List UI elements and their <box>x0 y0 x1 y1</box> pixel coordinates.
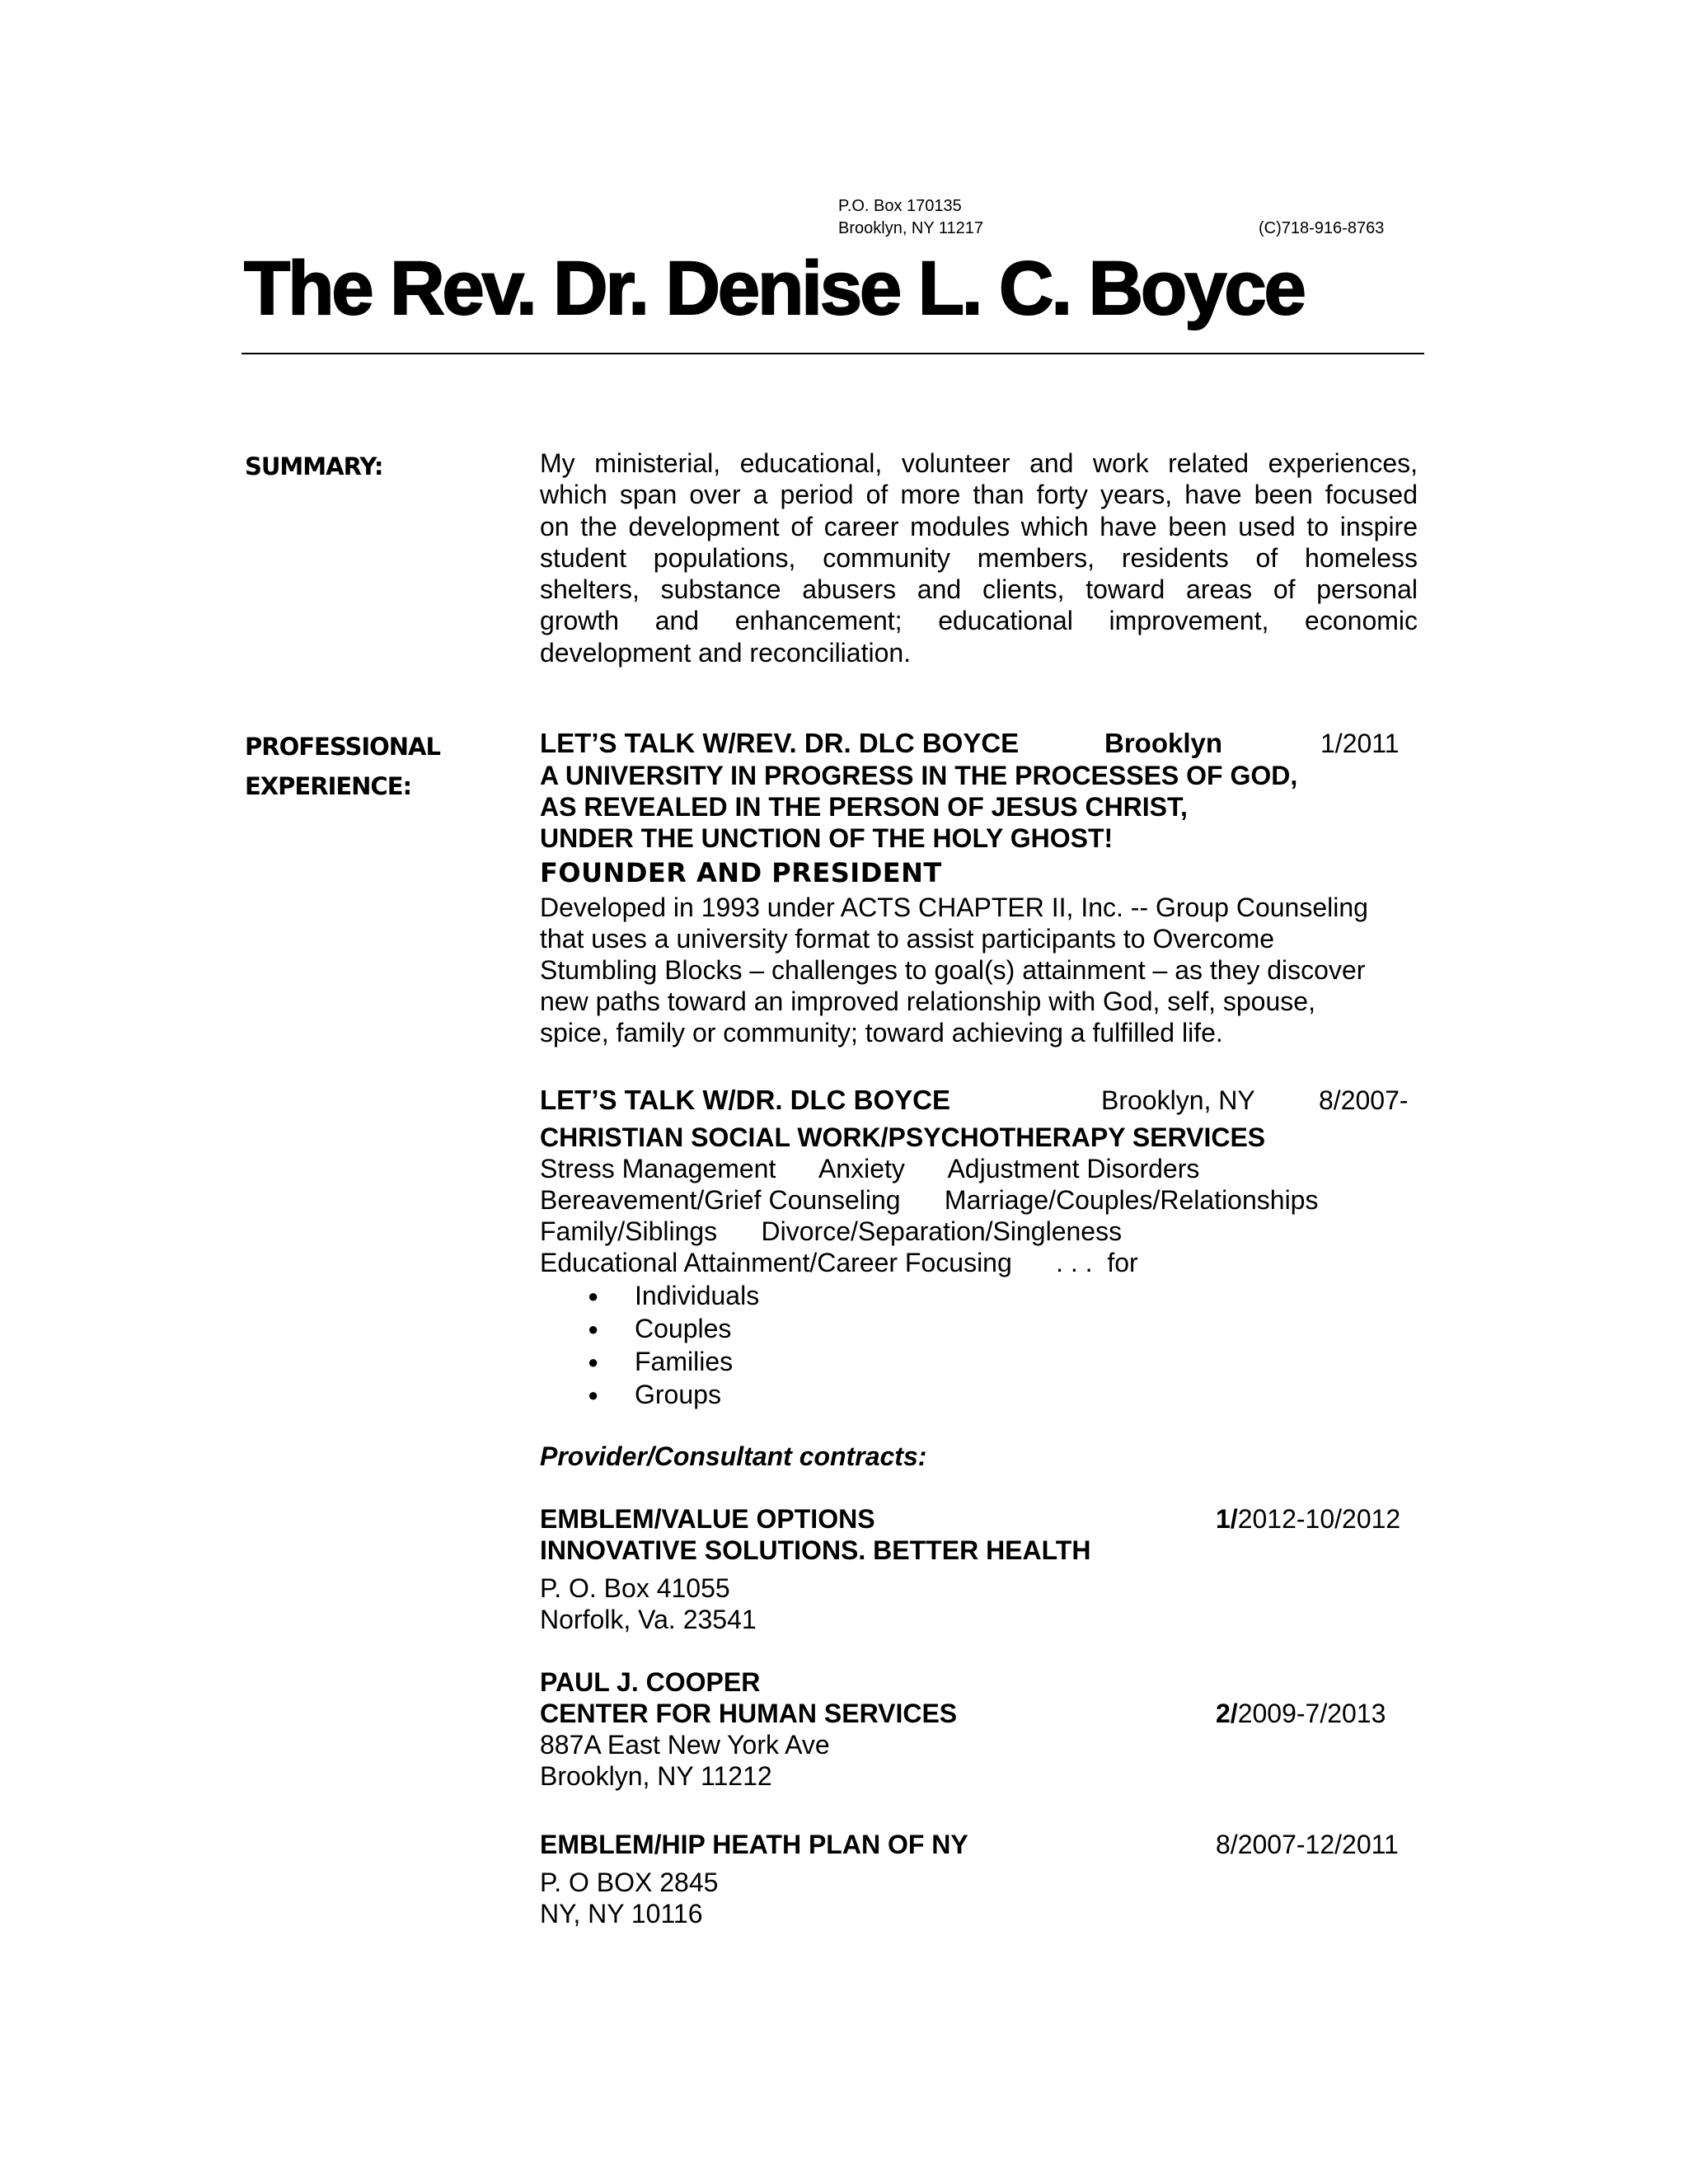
address-line-2: Brooklyn, NY 11217 <box>838 219 984 237</box>
contract1-name: EMBLEM/VALUE OPTIONS <box>540 1504 875 1534</box>
list-item: Families <box>635 1347 734 1376</box>
page-title: The Rev. Dr. Denise L. C. Boyce <box>244 246 1304 330</box>
contracts-heading: Provider/Consultant contracts: <box>540 1441 927 1471</box>
job1-subtitle-3: UNDER THE UNCTION OF THE HOLY GHOST! <box>540 823 1114 853</box>
job1-desc-line: Developed in 1993 under ACTS CHAPTER II, Inc. -- Group Counseling <box>540 893 1368 922</box>
bullet-icon: ● <box>588 1319 599 1339</box>
job2-services-line: Bereavement/Grief Counseling Marriage/Couples/Relationships <box>540 1185 1319 1215</box>
bullet-icon: ● <box>588 1352 599 1372</box>
summary-text <box>540 448 1418 668</box>
contract2-date: 2/2009-7/2013 <box>1216 1699 1386 1728</box>
job1-role: FOUNDER AND PRESIDENT <box>540 857 942 888</box>
contract3-address-2: NY, NY 10116 <box>540 1899 703 1929</box>
job1-desc-line: new paths toward an improved relationship with God, self, spouse, <box>540 987 1315 1016</box>
job2-services-line: Educational Attainment/Career Focusing . . . for <box>540 1248 1138 1277</box>
list-item: Groups <box>635 1380 721 1409</box>
contract1-address-1: P. O. Box 41055 <box>540 1573 730 1603</box>
list-item: Couples <box>635 1314 732 1343</box>
job1-desc-line: that uses a university format to assist participants to Overcome <box>540 924 1275 954</box>
contract3-date: 8/2007-12/2011 <box>1216 1830 1399 1859</box>
job2-date: 8/2007- <box>1319 1085 1409 1115</box>
contract2-address-1: 887A East New York Ave <box>540 1730 830 1760</box>
job2-services-line: Family/Siblings Divorce/Separation/Singleness <box>540 1216 1123 1246</box>
contract3-address-1: P. O BOX 2845 <box>540 1868 719 1897</box>
job1-desc-line: spice, family or community; toward achieving a fulfilled life. <box>540 1018 1223 1047</box>
job2-subtitle: CHRISTIAN SOCIAL WORK/PSYCHOTHERAPY SERVICES <box>540 1122 1266 1152</box>
job2-services-line: Stress Management Anxiety Adjustment Disorders <box>540 1154 1200 1183</box>
address-line-1: P.O. Box 170135 <box>838 197 962 215</box>
experience-label-line-2: EXPERIENCE: <box>245 772 412 800</box>
bullet-icon: ● <box>588 1286 599 1306</box>
job1-desc-line: Stumbling Blocks – challenges to goal(s) attainment – as they discover <box>540 955 1366 985</box>
contract2-org: CENTER FOR HUMAN SERVICES <box>540 1699 958 1728</box>
job1-location: Brooklyn <box>1104 728 1223 758</box>
summary-line: development and reconciliation. <box>540 637 912 668</box>
title-rule <box>241 353 1424 354</box>
bullet-icon: ● <box>588 1385 599 1405</box>
job1-subtitle-1: A UNIVERSITY IN PROGRESS IN THE PROCESSES OF GOD, <box>540 761 1298 790</box>
job1-title: LET’S TALK W/REV. DR. DLC BOYCE <box>540 728 1020 758</box>
summary-label: SUMMARY: <box>245 452 383 480</box>
summary-line: growth and enhancement; educational improvement, economic <box>540 606 1418 636</box>
job1-subtitle-2: AS REVEALED IN THE PERSON OF JESUS CHRIST, <box>540 792 1188 822</box>
contract1-address-2: Norfolk, Va. 23541 <box>540 1605 757 1634</box>
job1-date: 1/2011 <box>1320 729 1400 758</box>
summary-line: on the development of career modules which have been used to inspire <box>540 511 1418 541</box>
job2-location: Brooklyn, NY <box>1101 1085 1255 1115</box>
summary-line: which span over a period of more than forty years, have been focused <box>540 480 1418 510</box>
summary-line: My ministerial, educational, volunteer and work related experiences, <box>540 448 1418 478</box>
contract2-name: PAUL J. COOPER <box>540 1667 761 1697</box>
list-item: Individuals <box>635 1281 760 1310</box>
experience-label-line-1: PROFESSIONAL <box>245 733 440 761</box>
summary-line: student populations, community members, residents of homeless <box>540 542 1418 573</box>
contract1-tagline: INNOVATIVE SOLUTIONS. BETTER HEALTH <box>540 1535 1091 1565</box>
contract3-name: EMBLEM/HIP HEATH PLAN OF NY <box>540 1830 968 1859</box>
contract1-date: 1/2012-10/2012 <box>1216 1504 1401 1534</box>
contract2-address-2: Brooklyn, NY 11212 <box>540 1761 772 1791</box>
phone-number: (C)718-916-8763 <box>1259 219 1385 237</box>
summary-line: shelters, substance abusers and clients, toward areas of personal <box>540 574 1418 605</box>
job2-title: LET’S TALK W/DR. DLC BOYCE <box>540 1085 951 1115</box>
